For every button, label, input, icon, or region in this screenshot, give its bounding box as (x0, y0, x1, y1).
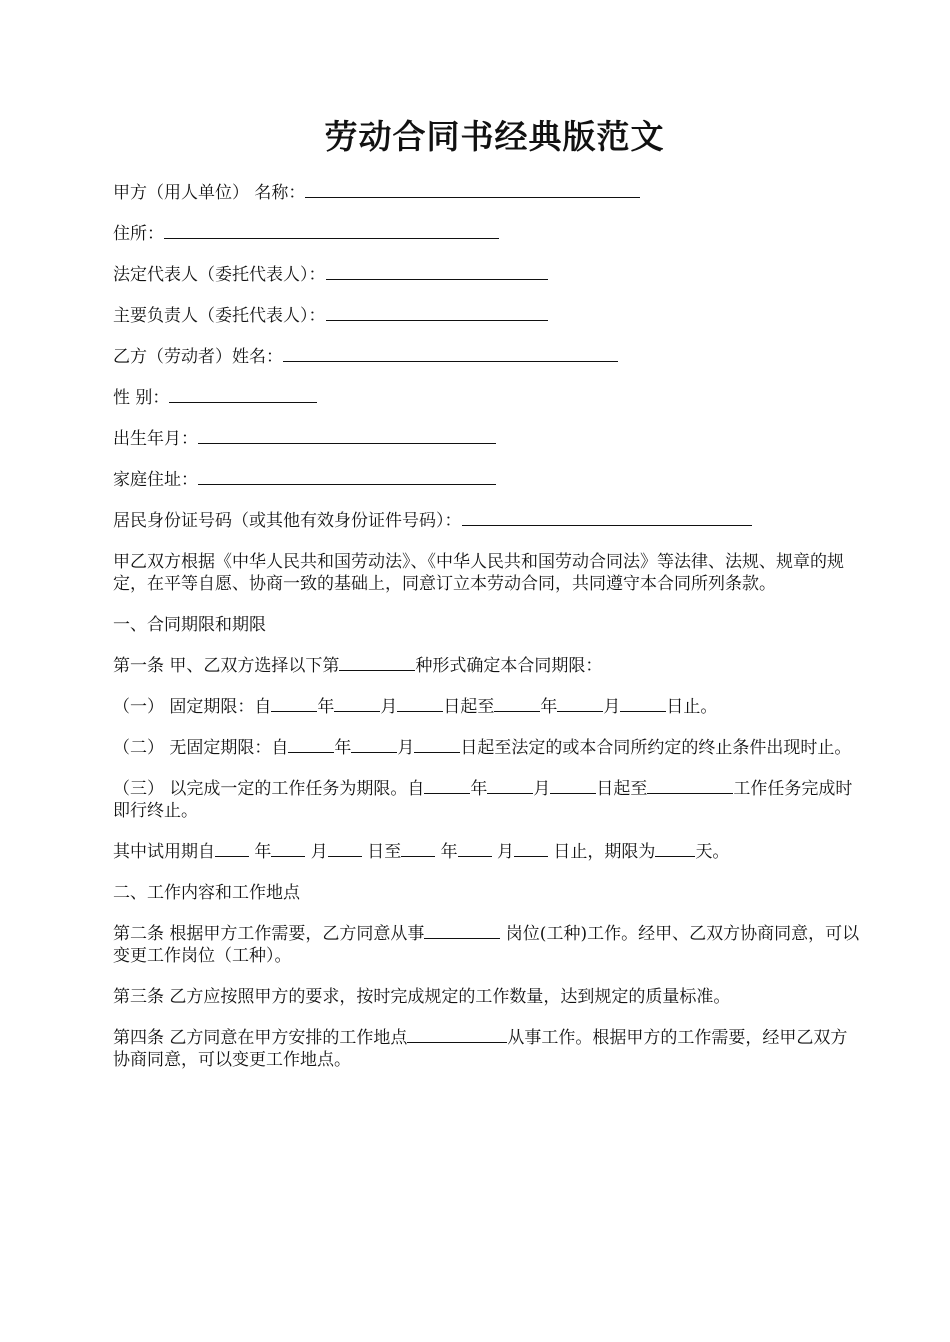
month-label: 月 (397, 738, 415, 758)
year-label: 年 (334, 738, 352, 758)
id-number-blank (462, 510, 752, 526)
gender-label: 性 别： (113, 388, 170, 408)
blank (458, 841, 492, 857)
gender-line (113, 387, 862, 409)
days-label: 天。 (695, 842, 730, 862)
day-label: 日至 (361, 842, 402, 862)
birth-label: 出生年月： (113, 429, 198, 449)
blank (414, 737, 460, 753)
option-task-term (113, 778, 862, 822)
section-heading-1: 一、合同期限和期限 (113, 615, 266, 635)
blank (620, 696, 666, 712)
legal-rep-blank (326, 264, 548, 280)
blank (328, 841, 362, 857)
month-label: 月 (491, 842, 515, 862)
blank (557, 696, 603, 712)
article-1-text-a: 第一条 甲、乙双方选择以下第 (113, 656, 340, 676)
article-1-blank (339, 655, 415, 671)
option-2-label: （二） 无固定期限：自 (113, 738, 289, 758)
section-heading-2: 二、工作内容和工作地点 (113, 883, 300, 903)
day-from-label: 日起至 (443, 697, 495, 717)
blank (288, 737, 334, 753)
home-address-label: 家庭住址： (113, 470, 198, 490)
blank (401, 841, 435, 857)
article-4-blank (407, 1027, 507, 1043)
year-label: 年 (470, 779, 488, 799)
day-end-label: 日止，期限为 (548, 842, 656, 862)
blank (550, 778, 596, 794)
blank (397, 696, 443, 712)
article-2-text-b: 岗位(工种)工作。经甲、乙双方协商同意，可以变更工作岗位（工种）。 (113, 924, 860, 966)
employee-name-line (113, 346, 862, 368)
article-3: 第三条 乙方应按照甲方的要求，按时完成规定的工作数量，达到规定的质量标准。 (113, 987, 731, 1007)
blank (351, 737, 397, 753)
employee-name-blank (283, 346, 618, 362)
legal-rep-line (113, 264, 862, 286)
blank (487, 778, 533, 794)
year-label: 年 (249, 842, 272, 862)
principal-line (113, 305, 862, 327)
option-3-tail: 工作任务完成时即行终止。 (113, 779, 853, 821)
month-label: 月 (603, 697, 621, 717)
birth-line (113, 428, 862, 450)
legal-rep-label: 法定代表人（委托代表人）： (113, 265, 326, 285)
blank (655, 841, 695, 857)
article-4-text-a: 第四条 乙方同意在甲方安排的工作地点 (113, 1028, 408, 1048)
blank (424, 778, 470, 794)
home-address-blank (198, 469, 496, 485)
blank (334, 696, 380, 712)
year-label: 年 (540, 697, 558, 717)
blank (647, 778, 733, 794)
id-number-label: 居民身份证号码（或其他有效身份证件号码）： (113, 511, 462, 531)
month-label: 月 (380, 697, 398, 717)
home-address-line (113, 469, 862, 491)
day-end-label: 日止。 (666, 697, 718, 717)
option-open-term (113, 737, 862, 759)
blank (215, 841, 249, 857)
employer-name-line (113, 182, 862, 204)
address-label: 住所： (113, 224, 164, 244)
address-blank (164, 223, 499, 239)
employer-name-blank (305, 182, 640, 198)
blank (271, 841, 305, 857)
article-4-text-b: 从事工作。根据甲方的工作需要，经甲乙双方协商同意，可以变更工作地点。 (113, 1028, 848, 1070)
blank (271, 696, 317, 712)
month-label: 月 (305, 842, 328, 862)
contract-page (0, 112, 950, 1342)
year-label: 年 (317, 697, 335, 717)
article-2-blank (424, 923, 500, 939)
option-2-tail: 日起至法定的或本合同所约定的终止条件出现时止。 (460, 738, 852, 758)
option-1-label: （一） 固定期限：自 (113, 697, 272, 717)
month-label: 月 (533, 779, 551, 799)
id-number-line (113, 510, 862, 532)
article-4 (113, 1027, 862, 1071)
year-label: 年 (435, 842, 458, 862)
principal-blank (326, 305, 548, 321)
blank (514, 841, 548, 857)
article-1-text-b: 种形式确定本合同期限： (415, 656, 603, 676)
birth-blank (198, 428, 496, 444)
option-3-label: （三） 以完成一定的工作任务为期限。自 (113, 779, 425, 799)
probation-line (113, 841, 862, 863)
blank (494, 696, 540, 712)
principal-label: 主要负责人（委托代表人）： (113, 306, 326, 326)
employer-name-label: 甲方（用人单位） 名称： (113, 183, 306, 203)
intro-paragraph: 甲乙双方根据《中华人民共和国劳动法》、《中华人民共和国劳动合同法》等法律、法规、规章的规定，在平等自愿、协商一致的基础上，同意订立本劳动合同，共同遵守本合同所列条款。 (113, 552, 844, 594)
document-title: 劳动合同书经典版范文 (324, 117, 665, 156)
article-2 (113, 923, 862, 967)
option-fixed-term (113, 696, 862, 718)
probation-label: 其中试用期自 (113, 842, 215, 862)
gender-blank (169, 387, 317, 403)
address-line (113, 223, 862, 245)
employee-name-label: 乙方（劳动者）姓名： (113, 347, 283, 367)
article-2-text-a: 第二条 根据甲方工作需要，乙方同意从事 (113, 924, 425, 944)
article-1 (113, 655, 862, 677)
day-from-label: 日起至 (596, 779, 648, 799)
